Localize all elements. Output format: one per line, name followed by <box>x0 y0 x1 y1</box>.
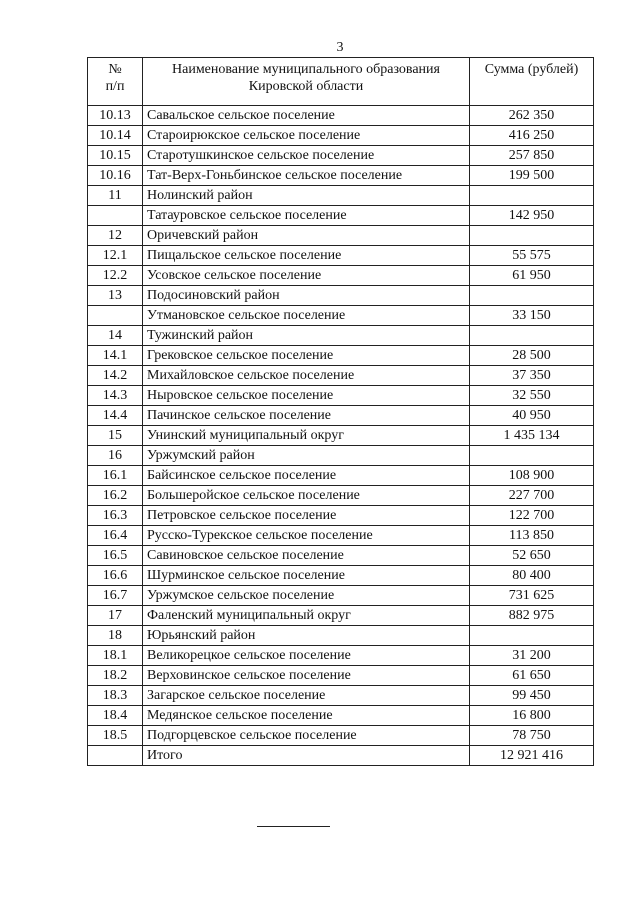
header-name-line2: Кировской области <box>248 79 364 94</box>
row-municipality-name: Подгорцевское сельское поселение <box>143 726 470 746</box>
footer-rule <box>257 826 330 827</box>
row-sum: 731 625 <box>470 586 594 606</box>
row-sum: 33 150 <box>470 306 594 326</box>
row-sum: 40 950 <box>470 406 594 426</box>
row-number: 16 <box>88 446 143 466</box>
row-municipality-name: Юрьянский район <box>143 626 470 646</box>
row-sum: 52 650 <box>470 546 594 566</box>
table-row <box>88 506 594 526</box>
table-row <box>88 726 594 746</box>
row-sum: 61 650 <box>470 666 594 686</box>
row-number: 10.14 <box>88 126 143 146</box>
table-row <box>88 486 594 506</box>
row-municipality-name: Русско-Турекское сельское поселение <box>143 526 470 546</box>
row-number: 10.16 <box>88 166 143 186</box>
row-sum: 80 400 <box>470 566 594 586</box>
row-number <box>88 206 143 226</box>
table-row <box>88 426 594 446</box>
row-sum <box>470 326 594 346</box>
row-municipality-name: Утмановское сельское поселение <box>143 306 470 326</box>
row-sum: 257 850 <box>470 146 594 166</box>
table-row <box>88 526 594 546</box>
row-sum <box>470 446 594 466</box>
row-sum <box>470 286 594 306</box>
row-number: 18 <box>88 626 143 646</box>
row-sum: 78 750 <box>470 726 594 746</box>
header-name-line1: Наименование муниципального образования <box>172 62 440 77</box>
row-number: 11 <box>88 186 143 206</box>
table-row <box>88 386 594 406</box>
row-sum: 37 350 <box>470 366 594 386</box>
row-municipality-name: Итого <box>143 746 470 766</box>
table-row <box>88 226 594 246</box>
row-sum: 416 250 <box>470 126 594 146</box>
row-number: 14.3 <box>88 386 143 406</box>
row-municipality-name: Шурминское сельское поселение <box>143 566 470 586</box>
row-sum: 262 350 <box>470 106 594 126</box>
row-municipality-name: Пачинское сельское поселение <box>143 406 470 426</box>
header-number-line2: п/п <box>105 79 125 94</box>
table-row <box>88 566 594 586</box>
page-number: 3 <box>336 40 344 55</box>
row-municipality-name: Подосиновский район <box>143 286 470 306</box>
table-header <box>88 58 594 106</box>
row-municipality-name: Уржумское сельское поселение <box>143 586 470 606</box>
row-sum: 882 975 <box>470 606 594 626</box>
row-sum: 16 800 <box>470 706 594 726</box>
table-row <box>88 106 594 126</box>
row-municipality-name: Староирюкское сельское поселение <box>143 126 470 146</box>
row-municipality-name: Ныровское сельское поселение <box>143 386 470 406</box>
row-number: 14 <box>88 326 143 346</box>
row-sum: 142 950 <box>470 206 594 226</box>
row-number: 18.4 <box>88 706 143 726</box>
row-municipality-name: Нолинский район <box>143 186 470 206</box>
table-row <box>88 146 594 166</box>
row-number: 12 <box>88 226 143 246</box>
table-row <box>88 266 594 286</box>
row-number: 14.2 <box>88 366 143 386</box>
table-body <box>88 106 594 766</box>
table-row <box>88 706 594 726</box>
row-municipality-name: Фаленский муниципальный округ <box>143 606 470 626</box>
table-row <box>88 166 594 186</box>
header-number-line1: № <box>108 62 122 77</box>
row-sum: 108 900 <box>470 466 594 486</box>
row-municipality-name: Пищальское сельское поселение <box>143 246 470 266</box>
row-municipality-name: Грековское сельское поселение <box>143 346 470 366</box>
table-row <box>88 446 594 466</box>
row-number: 16.5 <box>88 546 143 566</box>
row-number: 13 <box>88 286 143 306</box>
row-municipality-name: Байсинское сельское поселение <box>143 466 470 486</box>
row-number <box>88 746 143 766</box>
row-number: 16.4 <box>88 526 143 546</box>
header-row <box>88 58 594 106</box>
row-municipality-name: Петровское сельское поселение <box>143 506 470 526</box>
row-number: 16.1 <box>88 466 143 486</box>
row-municipality-name: Унинский муниципальный округ <box>143 426 470 446</box>
row-municipality-name: Усовское сельское поселение <box>143 266 470 286</box>
row-municipality-name: Старотушкинское сельское поселение <box>143 146 470 166</box>
table-row <box>88 586 594 606</box>
row-sum: 55 575 <box>470 246 594 266</box>
row-number: 16.2 <box>88 486 143 506</box>
row-municipality-name: Верховинское сельское поселение <box>143 666 470 686</box>
header-sum: Сумма (рублей) <box>470 58 594 106</box>
table-row <box>88 646 594 666</box>
row-sum <box>470 626 594 646</box>
row-number: 18.1 <box>88 646 143 666</box>
table-row <box>88 346 594 366</box>
row-municipality-name: Татауровское сельское поселение <box>143 206 470 226</box>
row-number: 12.1 <box>88 246 143 266</box>
row-number: 12.2 <box>88 266 143 286</box>
table-row <box>88 206 594 226</box>
row-number: 18.3 <box>88 686 143 706</box>
row-municipality-name: Уржумский район <box>143 446 470 466</box>
row-sum: 12 921 416 <box>470 746 594 766</box>
table-row <box>88 286 594 306</box>
row-municipality-name: Оричевский район <box>143 226 470 246</box>
table-row <box>88 466 594 486</box>
row-municipality-name: Загарское сельское поселение <box>143 686 470 706</box>
row-municipality-name: Великорецкое сельское поселение <box>143 646 470 666</box>
row-number: 16.6 <box>88 566 143 586</box>
row-number: 10.15 <box>88 146 143 166</box>
row-sum: 1 435 134 <box>470 426 594 446</box>
table-row <box>88 186 594 206</box>
row-municipality-name: Медянское сельское поселение <box>143 706 470 726</box>
row-sum: 28 500 <box>470 346 594 366</box>
row-number <box>88 306 143 326</box>
row-sum: 199 500 <box>470 166 594 186</box>
table-row <box>88 686 594 706</box>
row-number: 16.3 <box>88 506 143 526</box>
table-row <box>88 606 594 626</box>
row-sum: 31 200 <box>470 646 594 666</box>
table-row <box>88 406 594 426</box>
table-row <box>88 306 594 326</box>
table-row <box>88 246 594 266</box>
row-number: 17 <box>88 606 143 626</box>
row-municipality-name: Большеройское сельское поселение <box>143 486 470 506</box>
table-row <box>88 366 594 386</box>
table-row <box>88 126 594 146</box>
table-row <box>88 626 594 646</box>
table-row <box>88 666 594 686</box>
row-number: 14.4 <box>88 406 143 426</box>
table-row <box>88 326 594 346</box>
row-municipality-name: Савиновское сельское поселение <box>143 546 470 566</box>
row-sum: 113 850 <box>470 526 594 546</box>
row-number: 10.13 <box>88 106 143 126</box>
row-number: 18.2 <box>88 666 143 686</box>
row-sum: 32 550 <box>470 386 594 406</box>
row-sum: 99 450 <box>470 686 594 706</box>
row-municipality-name: Михайловское сельское поселение <box>143 366 470 386</box>
row-sum <box>470 226 594 246</box>
row-municipality-name: Тужинский район <box>143 326 470 346</box>
header-municipality-name <box>143 58 470 106</box>
row-sum: 227 700 <box>470 486 594 506</box>
row-number: 15 <box>88 426 143 446</box>
row-sum <box>470 186 594 206</box>
row-municipality-name: Тат-Верх-Гоньбинское сельское поселение <box>143 166 470 186</box>
table-row <box>88 746 594 766</box>
row-sum: 61 950 <box>470 266 594 286</box>
header-number <box>88 58 143 106</box>
row-number: 14.1 <box>88 346 143 366</box>
subsidy-table <box>87 57 594 766</box>
row-sum: 122 700 <box>470 506 594 526</box>
row-number: 18.5 <box>88 726 143 746</box>
row-number: 16.7 <box>88 586 143 606</box>
table-row <box>88 546 594 566</box>
row-municipality-name: Савальское сельское поселение <box>143 106 470 126</box>
